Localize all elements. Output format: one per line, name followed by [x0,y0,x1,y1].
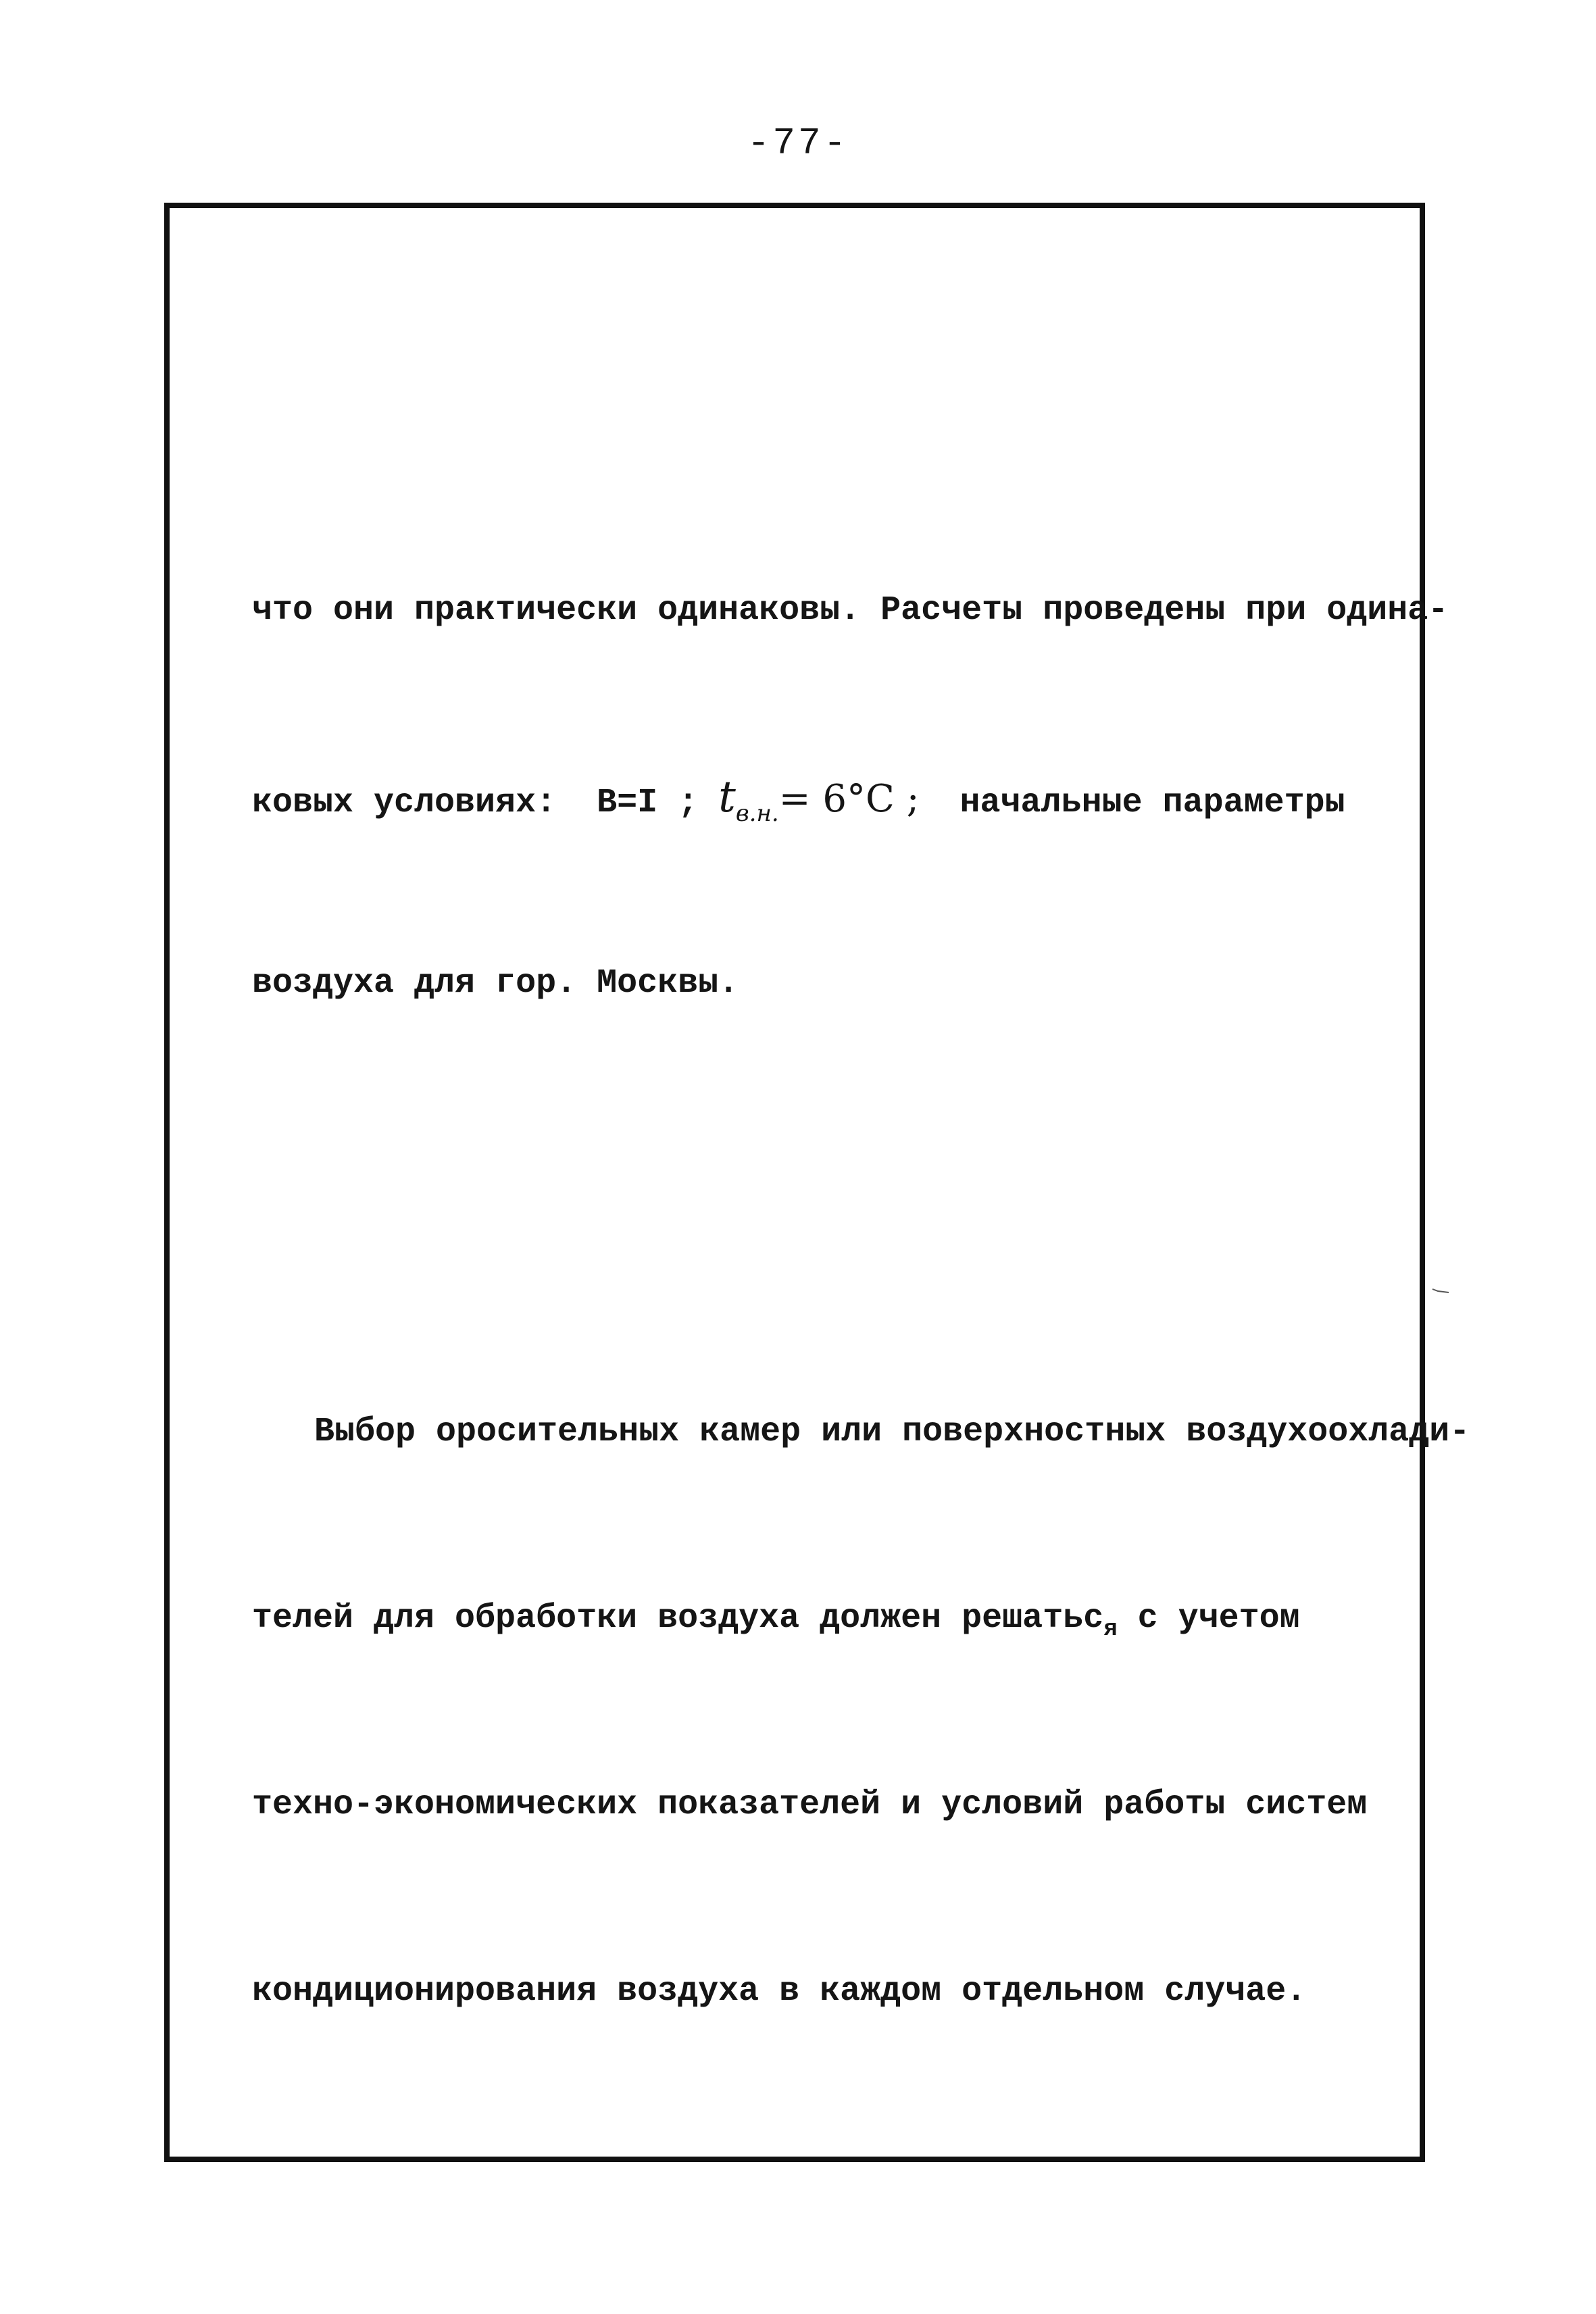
paragraph-2-line-1: Выбор оросительных камер или поверхностных воздухоохлади- [314,1413,1470,1451]
page-number: -77- [747,122,849,165]
formula-subscript: в.н. [735,800,779,827]
paragraph-1 [252,455,1449,1139]
document-body [252,331,1470,2209]
paragraph-2-line-4: кондиционирования воздуха в каждом отдельном случае. [252,1972,1307,2011]
paragraph-2-line-2 [252,1588,1428,1650]
temperature-formula [718,772,920,827]
lowered-letter: я [1103,1617,1118,1642]
paragraph-1-line-3: воздуха для гор. Москвы. [252,964,739,1003]
formula-value: = 6°C ; [778,777,920,821]
paragraph-2-line-2-end: с учетом [1117,1599,1300,1638]
paragraph-1-line-2 [252,766,1428,828]
paragraph-2 [252,1277,1470,2147]
margin-mark [1431,1287,1450,1294]
parameters-text: начальные параметры [919,784,1345,822]
paragraph-2-line-3: техно-экономических показателей и условий работы систем [252,1786,1368,1824]
conditions-text: ковых условиях: B=I ; [252,784,719,822]
paragraph-2-line-2-start: телей для обработки воздуха должен решатьс [252,1599,1104,1638]
formula-variable: t [718,772,736,822]
paragraph-1-line-1: что они практически одинаковы. Расчеты проведены при одина- [252,591,1449,630]
